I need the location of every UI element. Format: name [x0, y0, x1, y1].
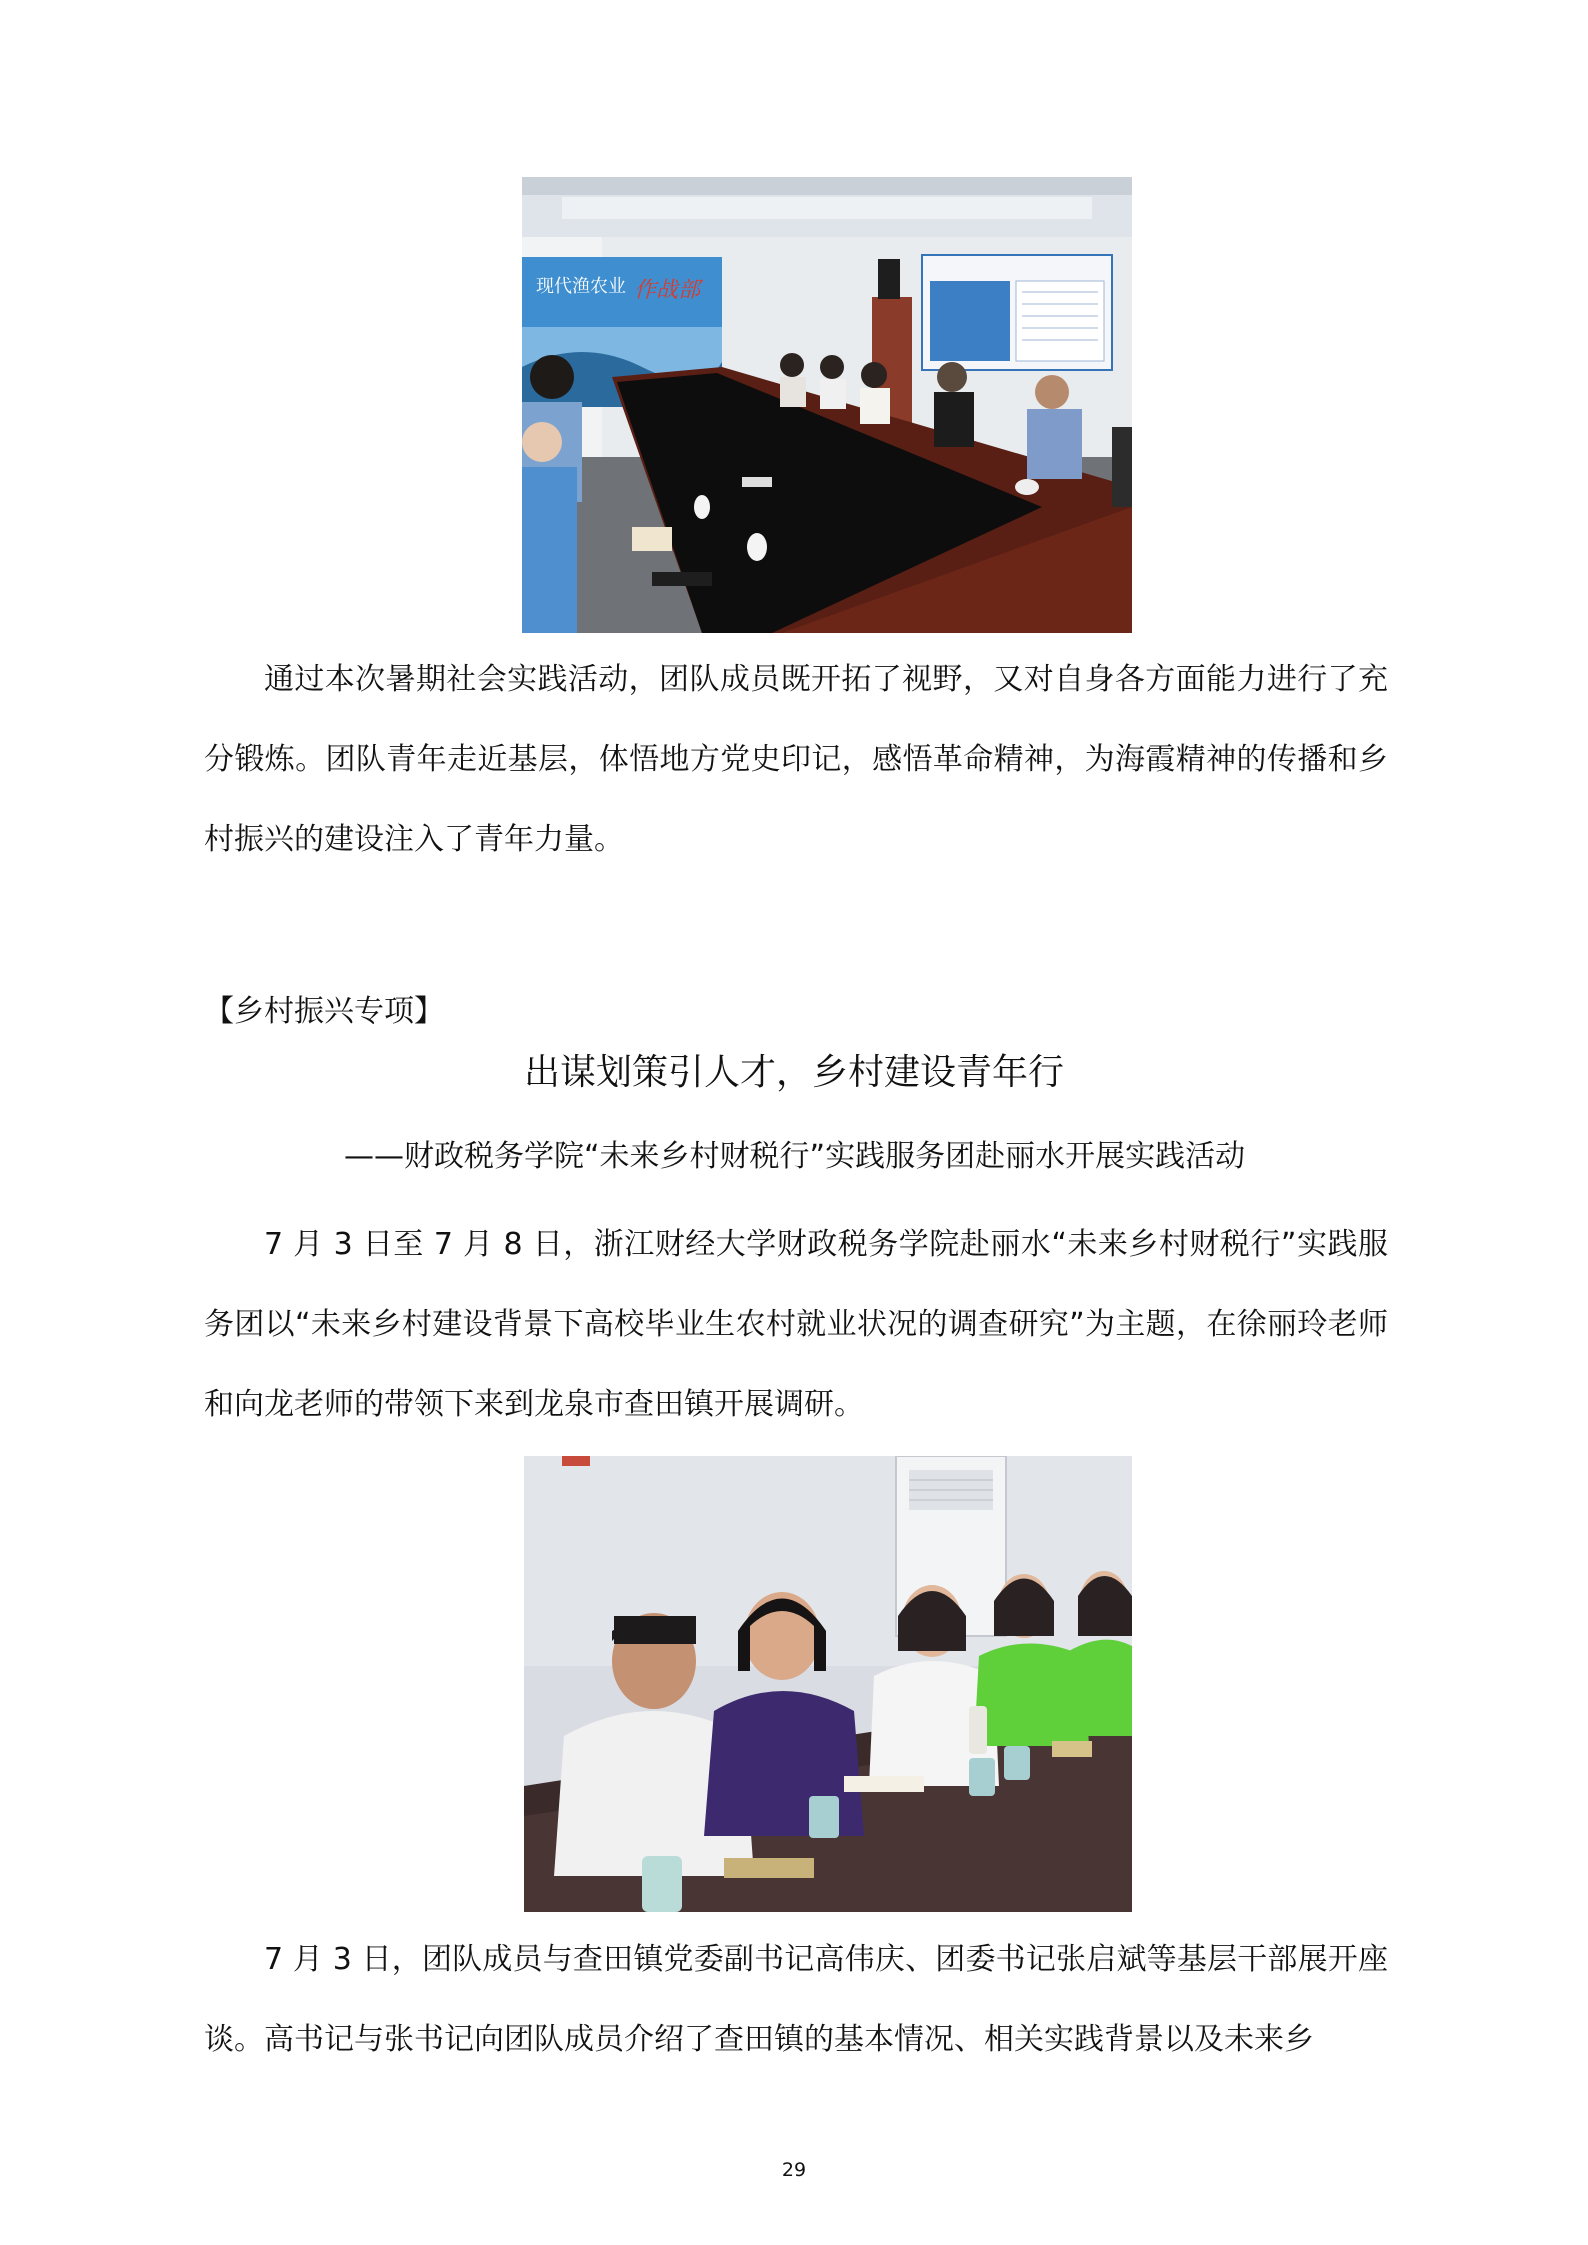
- meeting-photo-1-image: [522, 177, 1132, 633]
- section-tag: 【乡村振兴专项】: [204, 994, 444, 1029]
- banner-text: 现代渔农业: [536, 276, 626, 297]
- paragraph-summary: 通过本次暑期社会实践活动，团队成员既开拓了视野，又对自身各方面能力进行了充分锻炼。团队青年走近基层，体悟地方党史印记，感悟革命精神，为海霞精神的传播和乡村振兴的建设注入了青年力量。: [204, 662, 1388, 857]
- meeting-photo-2: [524, 1456, 1132, 1912]
- paragraph-intro: 7 月 3 日至 7 月 8 日，浙江财经大学财政税务学院赴丽水“未来乡村财税行”实践服务团以“未来乡村建设背景下高校毕业生农村就业状况的调查研究”为主题，在徐丽玲老师和向龙老师的带领下来到龙泉市查田镇开展调研。: [204, 1227, 1388, 1422]
- banner-text-red: 作战部: [634, 278, 701, 303]
- meeting-photo-2-image: [524, 1456, 1132, 1912]
- meeting-photo-1: [522, 177, 1132, 633]
- page-number: 29: [781, 2159, 807, 2181]
- article-title: 出谋划策引人才，乡村建设青年行: [523, 1052, 1064, 1093]
- paragraph-meeting: 7 月 3 日，团队成员与查田镇党委副书记高伟庆、团委书记张启斌等基层干部展开座谈。高书记与张书记向团队成员介绍了查田镇的基本情况、相关实践背景以及未来乡: [204, 1942, 1388, 2057]
- article-subtitle: ——财政税务学院“未来乡村财税行”实践服务团赴丽水开展实践活动: [344, 1139, 1246, 1174]
